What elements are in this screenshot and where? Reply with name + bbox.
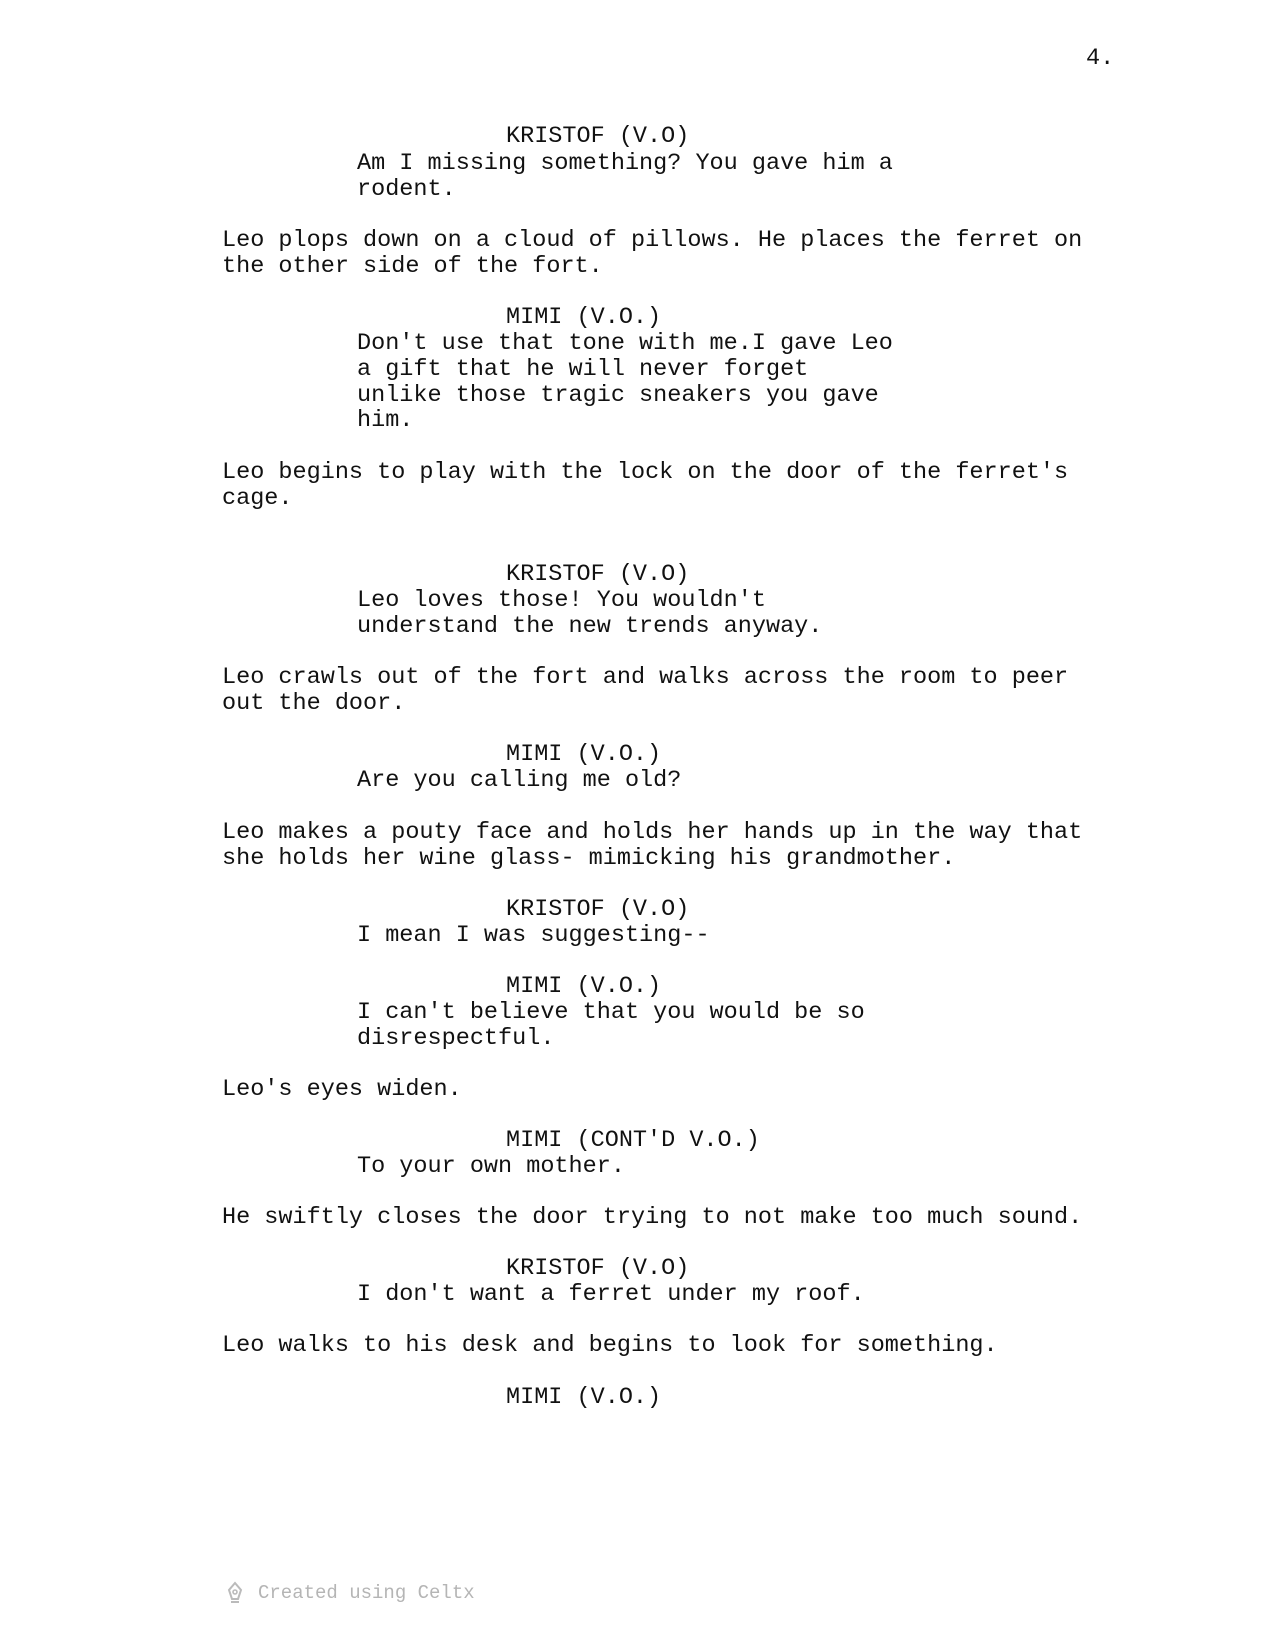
dialogue-line: rodent. (357, 175, 456, 203)
dialogue-line: I mean I was suggesting-- (357, 922, 710, 949)
action-line: Leo crawls out of the fort and walks across the room to peer (222, 664, 1069, 691)
dialogue-line: I don't want a ferret under my roof. (357, 1281, 865, 1308)
action-line: Leo walks to his desk and begins to look for something. (222, 1332, 998, 1359)
dialogue-line: disrespectful. (357, 1024, 555, 1052)
celtx-pen-icon (226, 1581, 244, 1605)
page-number: 4. (1086, 45, 1115, 72)
action-line: Leo begins to play with the lock on the door of the ferret's (222, 459, 1069, 486)
dialogue-line: Am I missing something? You gave him a (357, 150, 893, 177)
character-line: KRISTOF (V.O) (506, 561, 690, 588)
dialogue-line: understand the new trends anyway. (357, 612, 823, 640)
dialogue-line: Don't use that tone with me.I gave Leo (357, 330, 893, 357)
footer (226, 1580, 475, 1606)
dialogue-line: unlike those tragic sneakers you gave (357, 381, 879, 409)
action-line: Leo plops down on a cloud of pillows. He places the ferret on (222, 227, 1083, 254)
character-line: KRISTOF (V.O) (506, 896, 690, 923)
action-line: the other side of the fort. (222, 252, 603, 280)
character-line: MIMI (CONT'D V.O.) (506, 1127, 760, 1154)
action-line: Leo's eyes widen. (222, 1076, 462, 1103)
character-line: MIMI (V.O.) (506, 741, 662, 768)
footer-text: Created using Celtx (258, 1582, 475, 1604)
action-line: she holds her wine glass- mimicking his grandmother. (222, 844, 956, 872)
character-line: MIMI (V.O.) (506, 973, 662, 1000)
dialogue-line: a gift that he will never forget (357, 355, 809, 383)
character-line: KRISTOF (V.O) (506, 1255, 690, 1282)
dialogue-line: To your own mother. (357, 1153, 625, 1180)
dialogue-line: him. (357, 407, 414, 435)
action-line: out the door. (222, 689, 406, 717)
dialogue-line: Leo loves those! You wouldn't (357, 587, 766, 614)
action-line: He swiftly closes the door trying to not make too much sound. (222, 1204, 1083, 1231)
character-line: MIMI (V.O.) (506, 1384, 662, 1411)
action-line: cage. (222, 484, 293, 512)
dialogue-line: I can't believe that you would be so (357, 999, 865, 1026)
character-line: MIMI (V.O.) (506, 304, 662, 331)
dialogue-line: Are you calling me old? (357, 767, 682, 794)
action-line: Leo makes a pouty face and holds her hands up in the way that (222, 819, 1083, 846)
character-line: KRISTOF (V.O) (506, 123, 690, 150)
